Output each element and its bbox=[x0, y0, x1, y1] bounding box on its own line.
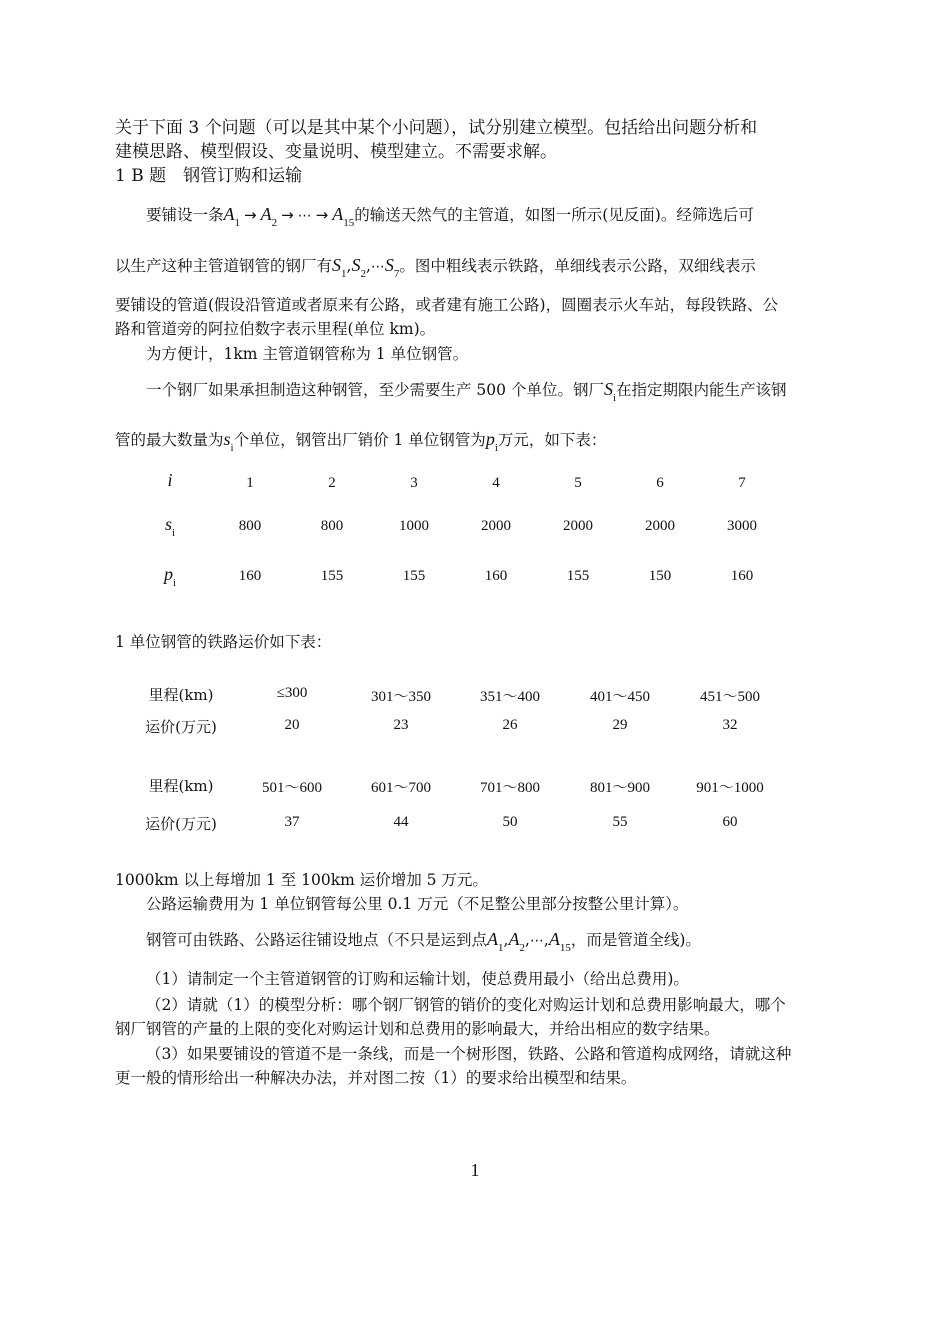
math-a2 bbox=[508, 929, 525, 954]
math-a2 bbox=[260, 204, 278, 229]
question-3-line-2: 更一般的情形给出一种解决办法，并对图二按（1）的要求给出模型和结果。 bbox=[115, 1069, 637, 1087]
intro-line-1: 关于下面 3 个问题（可以是其中某个小问题），试分别建立模型。包括给出问题分析和 bbox=[115, 118, 758, 138]
section-title: 1 B 题 钢管订购和运输 bbox=[115, 166, 303, 186]
ellipsis: ⋯ bbox=[529, 933, 544, 949]
subscript: 15 bbox=[343, 217, 355, 229]
math-a15 bbox=[548, 929, 571, 954]
price-cell: 32 bbox=[722, 717, 738, 733]
math-a1 bbox=[487, 929, 504, 954]
table-cell-s: 2000 bbox=[481, 518, 511, 534]
symbol-s: s bbox=[164, 514, 172, 534]
symbol-a: A bbox=[508, 929, 520, 949]
symbol-s: S bbox=[332, 255, 342, 275]
table-cell-p: 150 bbox=[648, 568, 672, 584]
table-cell-s: 3000 bbox=[727, 518, 757, 534]
question-2-line-1: （2）请就（1）的模型分析：哪个钢厂钢管的销价的变化对购运计划和总费用影响最大，哪个 bbox=[146, 996, 786, 1014]
subscript: 2 bbox=[271, 217, 278, 229]
para3-suffix: 在指定期限内能生产该钢 bbox=[616, 381, 787, 399]
distance-cell: 801～900 bbox=[589, 780, 650, 796]
math-small-si bbox=[223, 429, 234, 454]
transport-prefix: 钢管可由铁路、公路运往铺设地点（不只是运到点 bbox=[146, 931, 488, 949]
table-cell-p: 155 bbox=[402, 568, 426, 584]
table-cell-i: 2 bbox=[328, 475, 336, 491]
distance-cell: ≤300 bbox=[276, 685, 308, 701]
symbol-a: A bbox=[332, 204, 344, 224]
para1-line2-prefix: 以生产这种主管道钢管的钢厂有 bbox=[115, 257, 333, 275]
subscript: i bbox=[171, 527, 176, 539]
para1-suffix: 的输送天然气的主管道，如图一所示(见反面)。经筛选后可 bbox=[354, 206, 754, 224]
ellipsis: ⋯ bbox=[297, 208, 312, 224]
symbol-s: S bbox=[384, 255, 394, 275]
subscript: 2 bbox=[360, 268, 366, 280]
question-1: （1）请制定一个主管道钢管的订购和运输计划，使总费用最小（给出总费用)。 bbox=[146, 970, 689, 988]
para3-line2-prefix: 管的最大数量为 bbox=[115, 431, 224, 449]
symbol-p: p bbox=[485, 429, 495, 449]
table-cell-i: 4 bbox=[492, 475, 500, 491]
symbol-i: i bbox=[167, 470, 173, 490]
unit-definition: 为方便计，1km 主管道钢管称为 1 单位钢管。 bbox=[146, 345, 469, 363]
price-cell: 29 bbox=[612, 717, 628, 733]
price-label: 运价(万元) bbox=[145, 718, 217, 736]
distance-label: 里程(km) bbox=[148, 686, 214, 704]
math-s7 bbox=[384, 255, 400, 280]
subscript: 1 bbox=[498, 942, 504, 954]
subscript: 2 bbox=[519, 942, 525, 954]
factory-capacity-line-1 bbox=[146, 378, 787, 403]
symbol-a: A bbox=[260, 204, 272, 224]
distance-cell: 301～350 bbox=[370, 689, 431, 705]
distance-cell: 601～700 bbox=[370, 780, 431, 796]
symbol-p: p bbox=[163, 564, 173, 584]
transport-suffix: ，而是管道全线)。 bbox=[570, 931, 701, 949]
table-cell-s: 2000 bbox=[563, 518, 593, 534]
math-a15 bbox=[332, 204, 355, 229]
subscript: i bbox=[230, 442, 234, 454]
pipeline-description-line-2: 以生产这种主管道钢管的钢厂有$S_1,S_2,\cdots S_7$。图中粗线表示铁路，单细线表示公路，双细线表示 bbox=[115, 255, 756, 280]
table-cell-i: 1 bbox=[246, 475, 254, 491]
pipeline-description-line-3: 要铺设的管道(假设沿管道或者原来有公路，或者建有施工公路)，圆圈表示火车站，每段铁路、公 bbox=[115, 296, 779, 314]
pipeline-description-line-1 bbox=[146, 203, 754, 228]
math-si bbox=[603, 379, 617, 404]
road-cost-note: 公路运输费用为 1 单位钢管每公里 0.1 万元（不足整公里部分按整公里计算）。 bbox=[146, 895, 689, 913]
para1-line2-suffix: 。图中粗线表示铁路，单细线表示公路，双细线表示 bbox=[399, 257, 756, 275]
transport-destination-line: 钢管可由铁路、公路运往铺设地点（不只是运到点$A_1,A_2,\cdots,A_{15}$，而是管道全线)。 bbox=[146, 929, 701, 954]
distance-cell: 351～400 bbox=[479, 689, 540, 705]
distance-label: 里程(km) bbox=[148, 777, 214, 795]
table-cell-s: 1000 bbox=[399, 518, 429, 534]
symbol-s: s bbox=[223, 429, 231, 449]
distance-cell: 451～500 bbox=[699, 689, 760, 705]
subscript: i bbox=[172, 577, 177, 589]
symbol-s: S bbox=[351, 255, 361, 275]
table-cell-p: 160 bbox=[238, 568, 262, 584]
table-cell-s: 800 bbox=[320, 518, 344, 534]
arrow-icon: → bbox=[315, 206, 329, 224]
price-cell: 20 bbox=[284, 717, 300, 733]
arrow-icon: → bbox=[281, 206, 294, 224]
subscript: 1 bbox=[234, 217, 241, 229]
price-label: 运价(万元) bbox=[145, 815, 217, 833]
subscript: 1 bbox=[341, 268, 347, 280]
page-number: 1 bbox=[470, 1160, 480, 1180]
table-cell-i: 7 bbox=[738, 475, 746, 491]
subscript: i bbox=[494, 442, 498, 454]
para3-line2-middle: 个单位，钢管出厂销价 1 单位钢管为 bbox=[233, 431, 486, 449]
math-s2 bbox=[351, 255, 366, 280]
subscript: 15 bbox=[559, 942, 571, 954]
price-cell: 23 bbox=[393, 717, 409, 733]
price-cell: 37 bbox=[284, 814, 300, 830]
table-cell-s: 800 bbox=[238, 518, 262, 534]
rail-price-intro: 1 单位钢管的铁路运价如下表： bbox=[115, 633, 332, 651]
question-3-line-1: （3）如果要铺设的管道不是一条线，而是一个树形图，铁路、公路和管道构成网络，请就这种 bbox=[146, 1045, 792, 1063]
factory-capacity-line-2 bbox=[115, 428, 606, 453]
distance-cell: 901～1000 bbox=[696, 780, 764, 796]
price-cell: 44 bbox=[393, 814, 409, 830]
price-cell: 60 bbox=[722, 814, 738, 830]
intro-line-2: 建模思路、模型假设、变量说明、模型建立。不需要求解。 bbox=[115, 142, 557, 162]
price-cell: 50 bbox=[502, 814, 518, 830]
price-cell: 26 bbox=[502, 717, 518, 733]
distance-cell: 501～600 bbox=[261, 780, 322, 796]
table-cell-p: 160 bbox=[730, 568, 754, 584]
question-2-line-2: 钢厂钢管的产量的上限的变化对购运计划和总费用的影响最大，并给出相应的数字结果。 bbox=[115, 1020, 720, 1038]
symbol-s: S bbox=[603, 379, 613, 399]
table-cell-i: 3 bbox=[410, 475, 418, 491]
pipeline-description-line-4: 路和管道旁的阿拉伯数字表示里程(单位 km)。 bbox=[115, 320, 436, 338]
math-a1 bbox=[223, 204, 241, 229]
symbol-a: A bbox=[223, 204, 235, 224]
subscript: i bbox=[612, 392, 617, 404]
symbol-a: A bbox=[487, 929, 499, 949]
math-pi bbox=[485, 429, 498, 454]
arrow-icon: → bbox=[244, 206, 257, 224]
math-s1 bbox=[332, 255, 347, 280]
ellipsis: ⋯ bbox=[370, 259, 385, 275]
para3-prefix: 一个钢厂如果承担制造这种钢管，至少需要生产 500 个单位。钢厂 bbox=[146, 381, 604, 399]
symbol-a: A bbox=[548, 929, 560, 949]
subscript: 7 bbox=[393, 268, 400, 280]
para3-line2-suffix: 万元，如下表： bbox=[497, 431, 607, 449]
price-cell: 55 bbox=[612, 814, 628, 830]
table-cell-i: 5 bbox=[574, 475, 582, 491]
distance-cell: 401～450 bbox=[589, 689, 650, 705]
distance-cell: 701～800 bbox=[479, 780, 540, 796]
table-cell-p: 155 bbox=[320, 568, 344, 584]
table-cell-i: 6 bbox=[656, 475, 664, 491]
table-cell-p: 160 bbox=[484, 568, 508, 584]
table-cell-s: 2000 bbox=[645, 518, 675, 534]
table-cell-p: 155 bbox=[566, 568, 590, 584]
long-distance-note: 1000km 以上每增加 1 至 100km 运价增加 5 万元。 bbox=[115, 871, 488, 889]
para1-prefix: 要铺设一条 bbox=[146, 206, 224, 224]
